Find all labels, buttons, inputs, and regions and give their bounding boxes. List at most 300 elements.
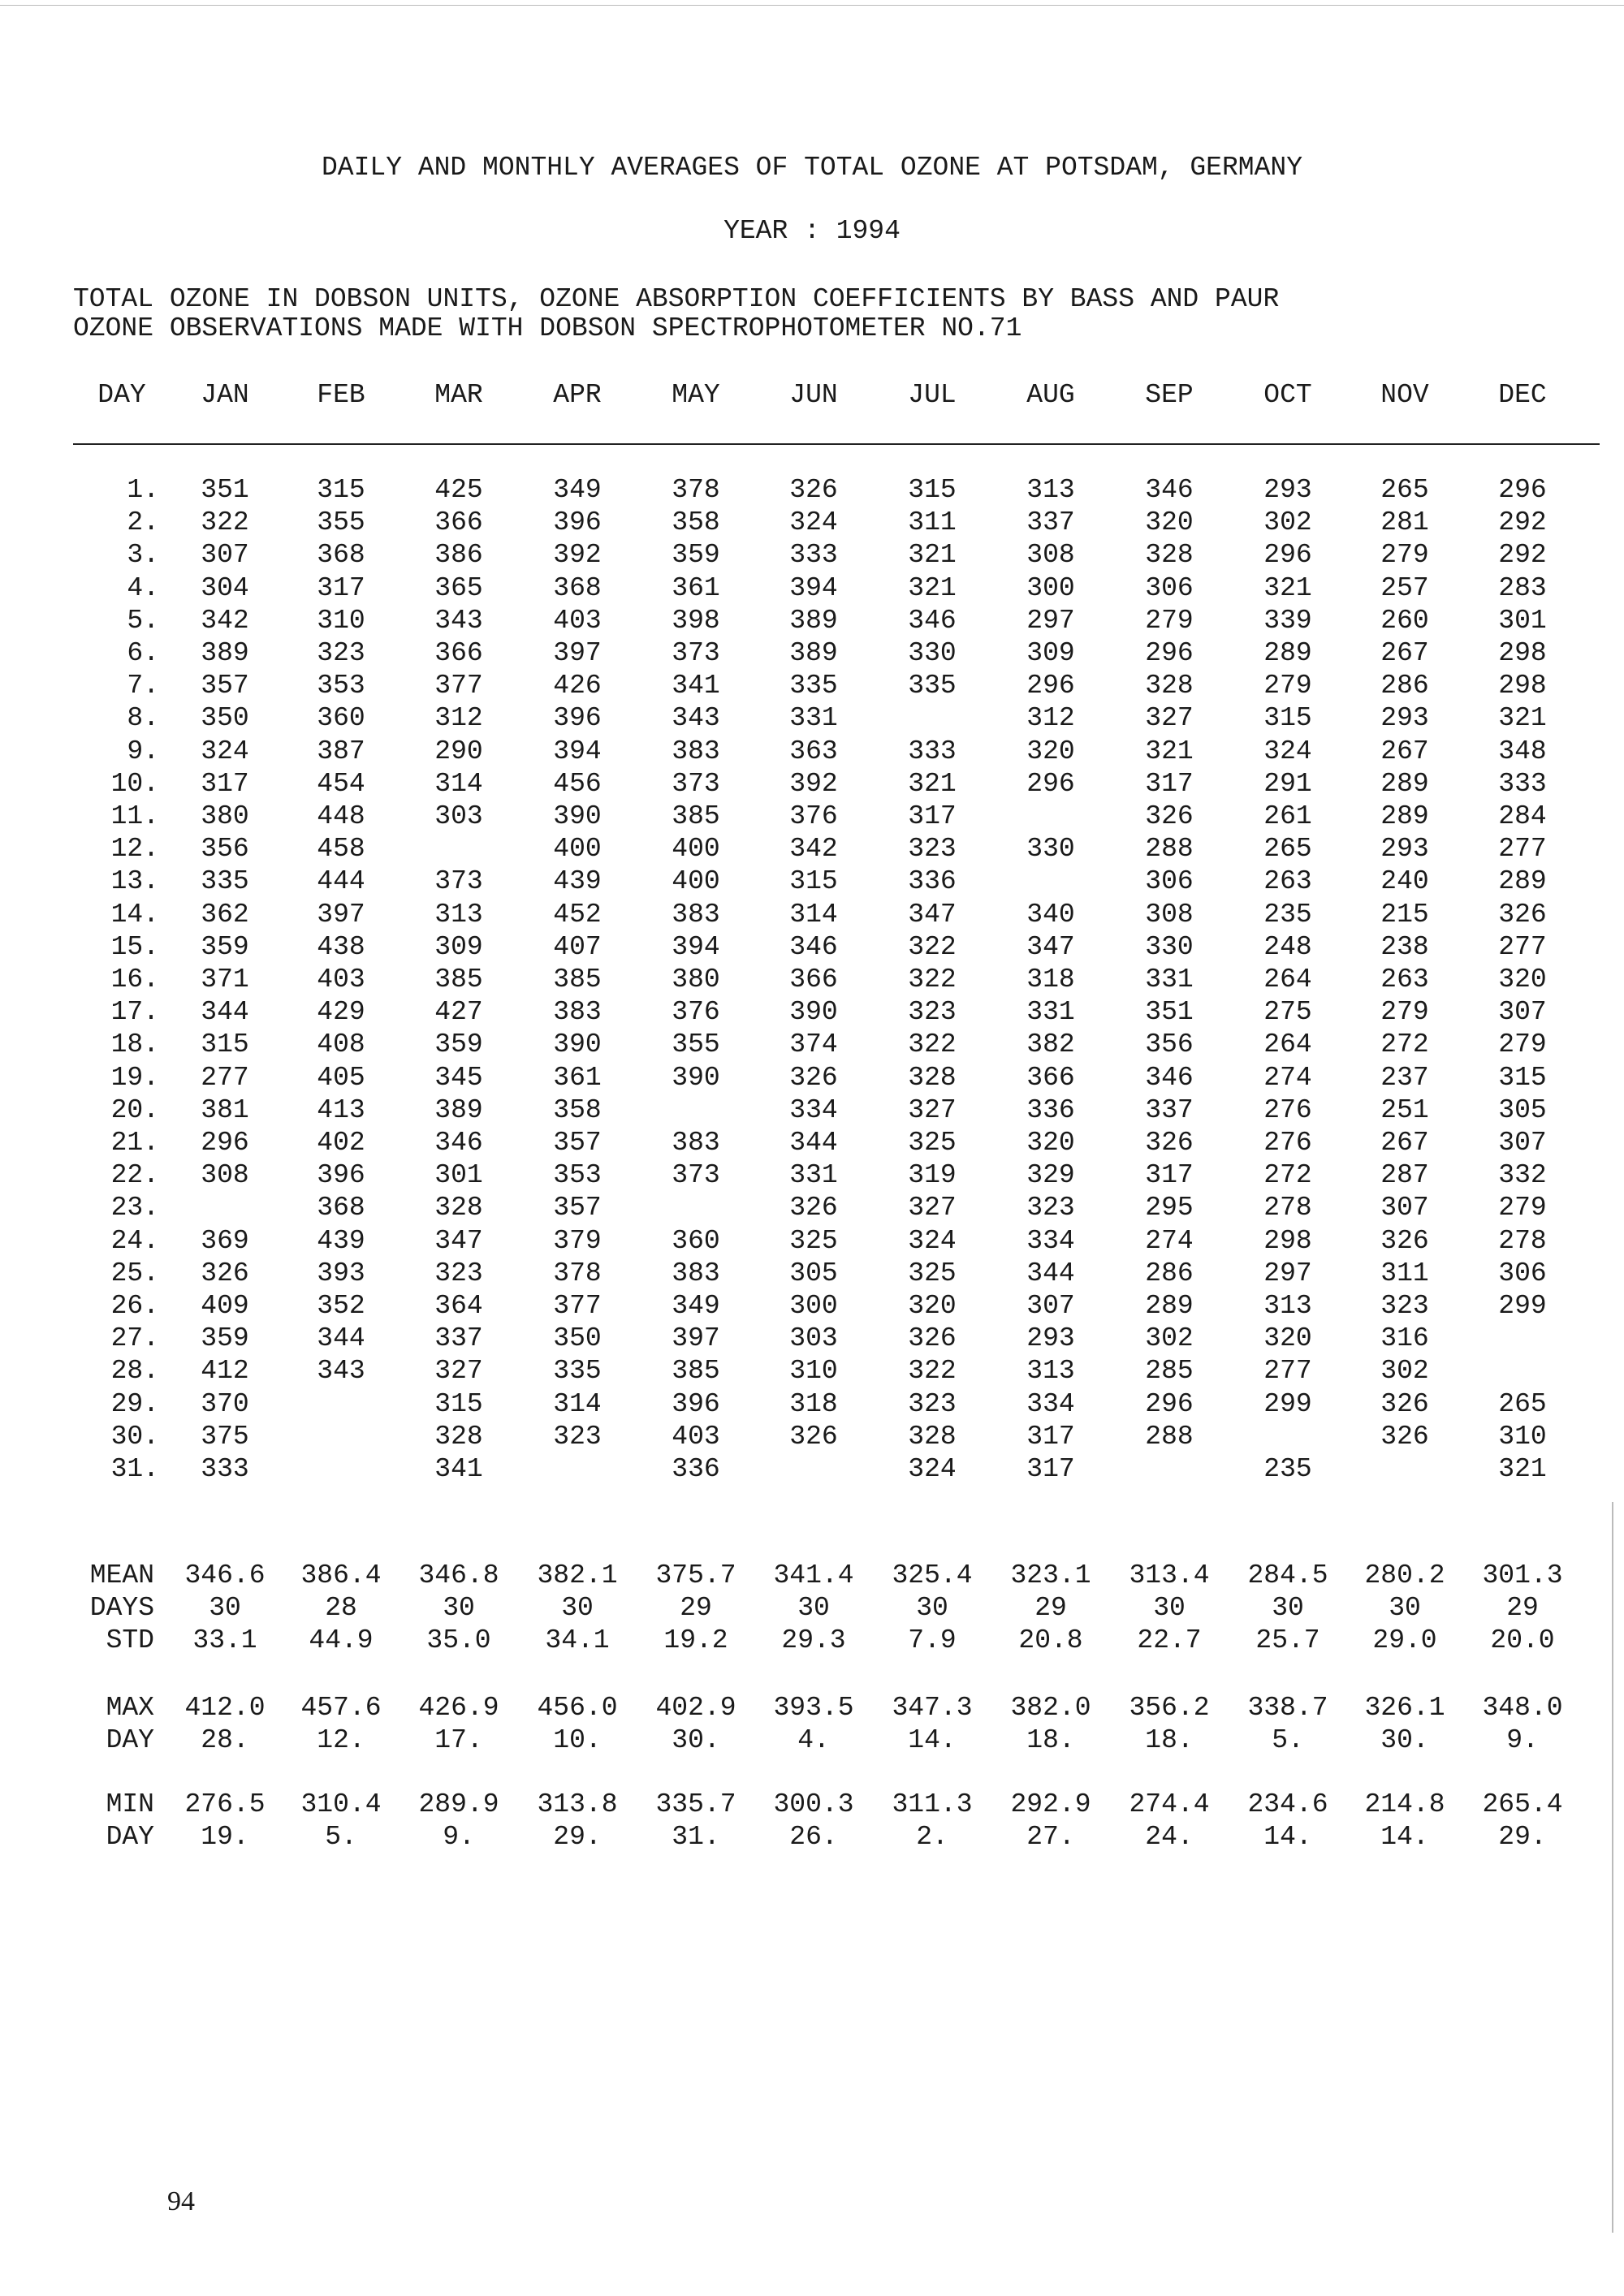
value-cell: 397 bbox=[317, 899, 365, 930]
stats-value: 18. bbox=[1026, 1725, 1075, 1755]
value-cell: 405 bbox=[317, 1062, 365, 1093]
table-row bbox=[0, 1258, 1624, 1291]
value-cell: 361 bbox=[553, 1062, 602, 1093]
value-cell: 298 bbox=[1498, 638, 1547, 668]
value-cell: 288 bbox=[1145, 1421, 1194, 1452]
value-cell: 326 bbox=[201, 1258, 249, 1288]
value-cell: 321 bbox=[1145, 736, 1194, 766]
value-cell: 427 bbox=[434, 997, 483, 1028]
value-cell: 345 bbox=[434, 1062, 483, 1093]
value-cell: 383 bbox=[672, 899, 720, 930]
value-cell: 289 bbox=[1263, 638, 1312, 668]
value-cell: 403 bbox=[553, 605, 602, 636]
value-cell: 366 bbox=[434, 638, 483, 668]
value-cell: 260 bbox=[1380, 605, 1429, 636]
value-cell: 408 bbox=[317, 1029, 365, 1060]
stats-value: 310.4 bbox=[300, 1789, 382, 1819]
stats-value: 2. bbox=[916, 1822, 948, 1852]
day-cell: 10. bbox=[110, 768, 159, 799]
value-cell: 326 bbox=[789, 475, 838, 505]
stats-value: 289.9 bbox=[418, 1789, 499, 1819]
value-cell: 291 bbox=[1263, 768, 1312, 799]
value-cell: 344 bbox=[789, 1128, 838, 1158]
value-cell: 335 bbox=[553, 1356, 602, 1387]
day-cell: 24. bbox=[110, 1225, 159, 1256]
day-cell: 28. bbox=[110, 1356, 159, 1387]
stats-value: 4. bbox=[797, 1725, 830, 1755]
value-cell: 390 bbox=[672, 1062, 720, 1093]
value-cell: 454 bbox=[317, 768, 365, 799]
value-cell: 383 bbox=[672, 1258, 720, 1288]
value-cell: 350 bbox=[553, 1323, 602, 1354]
value-cell: 328 bbox=[908, 1062, 957, 1093]
stats-value: 29.3 bbox=[781, 1625, 846, 1655]
value-cell: 359 bbox=[201, 931, 249, 962]
table-row bbox=[0, 932, 1624, 965]
value-cell: 301 bbox=[1498, 605, 1547, 636]
value-cell: 347 bbox=[434, 1225, 483, 1256]
value-cell: 313 bbox=[1263, 1291, 1312, 1321]
value-cell: 385 bbox=[672, 801, 720, 831]
stats-label: MAX bbox=[106, 1693, 154, 1723]
value-cell: 322 bbox=[201, 507, 249, 538]
header-jul: JUL bbox=[908, 380, 957, 410]
value-cell: 293 bbox=[1263, 475, 1312, 505]
value-cell: 315 bbox=[434, 1388, 483, 1419]
value-cell: 383 bbox=[672, 1128, 720, 1158]
value-cell: 373 bbox=[672, 768, 720, 799]
stats-row-std bbox=[0, 1625, 1624, 1658]
value-cell: 376 bbox=[672, 997, 720, 1028]
table-row bbox=[0, 573, 1624, 606]
value-cell: 397 bbox=[553, 638, 602, 668]
day-cell: 23. bbox=[110, 1193, 159, 1224]
value-cell: 382 bbox=[1026, 1029, 1075, 1060]
value-cell: 265 bbox=[1380, 475, 1429, 505]
day-cell: 13. bbox=[110, 866, 159, 897]
value-cell: 265 bbox=[1498, 1388, 1547, 1419]
value-cell: 346 bbox=[789, 931, 838, 962]
value-cell: 333 bbox=[908, 736, 957, 766]
stats-value: 25.7 bbox=[1255, 1625, 1320, 1655]
stats-value: 29 bbox=[680, 1593, 712, 1623]
table-row bbox=[0, 866, 1624, 899]
value-cell: 290 bbox=[434, 736, 483, 766]
stats-value: 214.8 bbox=[1364, 1789, 1445, 1819]
value-cell: 333 bbox=[201, 1454, 249, 1484]
value-cell: 310 bbox=[789, 1356, 838, 1387]
value-cell: 357 bbox=[201, 671, 249, 701]
value-cell: 332 bbox=[1498, 1160, 1547, 1191]
stats-value: 29. bbox=[553, 1822, 602, 1852]
value-cell: 298 bbox=[1498, 671, 1547, 701]
value-cell: 350 bbox=[201, 703, 249, 734]
value-cell: 376 bbox=[789, 801, 838, 831]
value-cell: 386 bbox=[434, 540, 483, 571]
value-cell: 267 bbox=[1380, 736, 1429, 766]
value-cell: 324 bbox=[908, 1454, 957, 1484]
value-cell: 360 bbox=[317, 703, 365, 734]
value-cell: 336 bbox=[672, 1454, 720, 1484]
value-cell: 368 bbox=[317, 1193, 365, 1224]
value-cell: 326 bbox=[908, 1323, 957, 1354]
stats-value: 30 bbox=[1153, 1593, 1186, 1623]
value-cell: 342 bbox=[789, 834, 838, 865]
stats-value: 323.1 bbox=[1010, 1560, 1091, 1590]
value-cell: 389 bbox=[434, 1094, 483, 1125]
value-cell: 378 bbox=[672, 475, 720, 505]
value-cell: 331 bbox=[1026, 997, 1075, 1028]
value-cell: 368 bbox=[553, 572, 602, 603]
value-cell: 296 bbox=[1263, 540, 1312, 571]
stats-value: 300.3 bbox=[773, 1789, 854, 1819]
stats-value: 19. bbox=[201, 1822, 249, 1852]
value-cell: 276 bbox=[1263, 1094, 1312, 1125]
value-cell: 328 bbox=[434, 1193, 483, 1224]
value-cell: 385 bbox=[672, 1356, 720, 1387]
value-cell: 348 bbox=[1498, 736, 1547, 766]
value-cell: 316 bbox=[1380, 1323, 1429, 1354]
value-cell: 309 bbox=[434, 931, 483, 962]
value-cell: 328 bbox=[1145, 671, 1194, 701]
stats-value: 265.4 bbox=[1482, 1789, 1563, 1819]
value-cell: 458 bbox=[317, 834, 365, 865]
stats-value: 234.6 bbox=[1247, 1789, 1328, 1819]
value-cell: 362 bbox=[201, 899, 249, 930]
value-cell: 317 bbox=[908, 801, 957, 831]
value-cell: 322 bbox=[908, 931, 957, 962]
value-cell: 357 bbox=[553, 1193, 602, 1224]
value-cell: 456 bbox=[553, 768, 602, 799]
value-cell: 326 bbox=[1380, 1388, 1429, 1419]
stats-value: 7.9 bbox=[908, 1625, 957, 1655]
value-cell: 314 bbox=[553, 1388, 602, 1419]
value-cell: 314 bbox=[789, 899, 838, 930]
value-cell: 359 bbox=[672, 540, 720, 571]
value-cell: 337 bbox=[1026, 507, 1075, 538]
note-line-1: TOTAL OZONE IN DOBSON UNITS, OZONE ABSORPTION COEFFICIENTS BY BASS AND PAUR bbox=[73, 284, 1280, 314]
value-cell: 394 bbox=[789, 572, 838, 603]
value-cell: 267 bbox=[1380, 638, 1429, 668]
value-cell: 344 bbox=[317, 1323, 365, 1354]
value-cell: 325 bbox=[908, 1128, 957, 1158]
stats-value: 382.0 bbox=[1010, 1693, 1091, 1723]
value-cell: 293 bbox=[1380, 834, 1429, 865]
day-cell: 7. bbox=[127, 671, 159, 701]
value-cell: 320 bbox=[1026, 736, 1075, 766]
value-cell: 299 bbox=[1263, 1388, 1312, 1419]
table-row bbox=[0, 1160, 1624, 1193]
value-cell: 306 bbox=[1145, 866, 1194, 897]
value-cell: 275 bbox=[1263, 997, 1312, 1028]
value-cell: 389 bbox=[201, 638, 249, 668]
value-cell: 302 bbox=[1380, 1356, 1429, 1387]
stats-value: 10. bbox=[553, 1725, 602, 1755]
value-cell: 261 bbox=[1263, 801, 1312, 831]
stats-value: 426.9 bbox=[418, 1693, 499, 1723]
value-cell: 326 bbox=[1380, 1421, 1429, 1452]
value-cell: 312 bbox=[1026, 703, 1075, 734]
value-cell: 301 bbox=[434, 1160, 483, 1191]
value-cell: 315 bbox=[1263, 703, 1312, 734]
header-jun: JUN bbox=[789, 380, 838, 410]
value-cell: 296 bbox=[1145, 638, 1194, 668]
value-cell: 308 bbox=[201, 1160, 249, 1191]
value-cell: 321 bbox=[908, 540, 957, 571]
table-row bbox=[0, 1095, 1624, 1128]
table-row bbox=[0, 834, 1624, 866]
value-cell: 393 bbox=[317, 1258, 365, 1288]
table-row bbox=[0, 900, 1624, 932]
value-cell: 296 bbox=[1026, 671, 1075, 701]
value-cell: 235 bbox=[1263, 899, 1312, 930]
value-cell: 297 bbox=[1026, 605, 1075, 636]
value-cell: 412 bbox=[201, 1356, 249, 1387]
value-cell: 305 bbox=[1498, 1094, 1547, 1125]
stats-value: 27. bbox=[1026, 1822, 1075, 1852]
value-cell: 334 bbox=[789, 1094, 838, 1125]
stats-value: 280.2 bbox=[1364, 1560, 1445, 1590]
value-cell: 368 bbox=[317, 540, 365, 571]
value-cell: 285 bbox=[1145, 1356, 1194, 1387]
header-day: DAY bbox=[97, 380, 146, 410]
header-oct: OCT bbox=[1263, 380, 1312, 410]
value-cell: 292 bbox=[1498, 507, 1547, 538]
value-cell: 392 bbox=[789, 768, 838, 799]
header-nov: NOV bbox=[1380, 380, 1429, 410]
stats-value: 30 bbox=[561, 1593, 594, 1623]
value-cell: 306 bbox=[1145, 572, 1194, 603]
value-cell: 358 bbox=[553, 1094, 602, 1125]
value-cell: 331 bbox=[789, 703, 838, 734]
value-cell: 385 bbox=[434, 965, 483, 995]
day-cell: 17. bbox=[110, 997, 159, 1028]
stats-value: 276.5 bbox=[184, 1789, 266, 1819]
stats-value: 346.8 bbox=[418, 1560, 499, 1590]
value-cell: 303 bbox=[789, 1323, 838, 1354]
scan-edge-top bbox=[0, 5, 1624, 6]
stats-value: 9. bbox=[443, 1822, 475, 1852]
value-cell: 328 bbox=[434, 1421, 483, 1452]
value-cell: 305 bbox=[789, 1258, 838, 1288]
value-cell: 374 bbox=[789, 1029, 838, 1060]
value-cell: 286 bbox=[1145, 1258, 1194, 1288]
day-cell: 11. bbox=[110, 801, 159, 831]
stats-value: 31. bbox=[672, 1822, 720, 1852]
value-cell: 324 bbox=[201, 736, 249, 766]
value-cell: 326 bbox=[789, 1062, 838, 1093]
value-cell: 438 bbox=[317, 931, 365, 962]
value-cell: 307 bbox=[1498, 1128, 1547, 1158]
value-cell: 331 bbox=[1145, 965, 1194, 995]
value-cell: 341 bbox=[434, 1454, 483, 1484]
value-cell: 385 bbox=[553, 965, 602, 995]
value-cell: 322 bbox=[908, 1356, 957, 1387]
value-cell: 315 bbox=[908, 475, 957, 505]
stats-value: 29 bbox=[1034, 1593, 1067, 1623]
stats-value: 34.1 bbox=[545, 1625, 610, 1655]
value-cell: 342 bbox=[201, 605, 249, 636]
value-cell: 324 bbox=[789, 507, 838, 538]
value-cell: 322 bbox=[908, 965, 957, 995]
value-cell: 317 bbox=[1026, 1421, 1075, 1452]
value-cell: 379 bbox=[553, 1225, 602, 1256]
value-cell: 311 bbox=[908, 507, 957, 538]
value-cell: 357 bbox=[553, 1128, 602, 1158]
value-cell: 323 bbox=[1026, 1193, 1075, 1224]
value-cell: 325 bbox=[789, 1225, 838, 1256]
stats-value: 30. bbox=[1380, 1725, 1429, 1755]
table-row bbox=[0, 801, 1624, 834]
value-cell: 439 bbox=[317, 1225, 365, 1256]
day-cell: 8. bbox=[127, 703, 159, 734]
value-cell: 389 bbox=[789, 605, 838, 636]
value-cell: 279 bbox=[1145, 605, 1194, 636]
value-cell: 351 bbox=[1145, 997, 1194, 1028]
stats-value: 338.7 bbox=[1247, 1693, 1328, 1723]
header-rule bbox=[73, 443, 1600, 445]
value-cell: 326 bbox=[789, 1193, 838, 1224]
value-cell: 326 bbox=[1498, 899, 1547, 930]
stats-value: 325.4 bbox=[892, 1560, 973, 1590]
value-cell: 359 bbox=[434, 1029, 483, 1060]
value-cell: 328 bbox=[908, 1421, 957, 1452]
value-cell: 320 bbox=[908, 1291, 957, 1321]
table-row bbox=[0, 1226, 1624, 1258]
value-cell: 327 bbox=[434, 1356, 483, 1387]
stats-value: 17. bbox=[434, 1725, 483, 1755]
value-cell: 319 bbox=[908, 1160, 957, 1191]
stats-value: 313.4 bbox=[1129, 1560, 1210, 1590]
day-cell: 29. bbox=[110, 1388, 159, 1419]
value-cell: 292 bbox=[1498, 540, 1547, 571]
value-cell: 293 bbox=[1380, 703, 1429, 734]
value-cell: 324 bbox=[1263, 736, 1312, 766]
value-cell: 317 bbox=[1145, 768, 1194, 799]
day-cell: 26. bbox=[110, 1291, 159, 1321]
value-cell: 286 bbox=[1380, 671, 1429, 701]
value-cell: 400 bbox=[672, 834, 720, 865]
value-cell: 274 bbox=[1263, 1062, 1312, 1093]
day-cell: 27. bbox=[110, 1323, 159, 1354]
value-cell: 344 bbox=[1026, 1258, 1075, 1288]
value-cell: 369 bbox=[201, 1225, 249, 1256]
value-cell: 358 bbox=[672, 507, 720, 538]
value-cell: 370 bbox=[201, 1388, 249, 1419]
stats-value: 30 bbox=[916, 1593, 948, 1623]
table-row bbox=[0, 1454, 1624, 1487]
table-row bbox=[0, 475, 1624, 507]
value-cell: 390 bbox=[553, 801, 602, 831]
table-row bbox=[0, 671, 1624, 703]
stats-label: DAY bbox=[106, 1822, 154, 1852]
value-cell: 398 bbox=[672, 605, 720, 636]
value-cell: 407 bbox=[553, 931, 602, 962]
day-cell: 14. bbox=[110, 899, 159, 930]
value-cell: 444 bbox=[317, 866, 365, 897]
stats-label: STD bbox=[106, 1625, 154, 1655]
year-line: YEAR : 1994 bbox=[723, 216, 901, 246]
value-cell: 304 bbox=[201, 572, 249, 603]
day-cell: 4. bbox=[127, 572, 159, 603]
value-cell: 335 bbox=[789, 671, 838, 701]
value-cell: 302 bbox=[1263, 507, 1312, 538]
header-mar: MAR bbox=[434, 380, 483, 410]
value-cell: 323 bbox=[1380, 1291, 1429, 1321]
stats-value: 5. bbox=[325, 1822, 357, 1852]
value-cell: 315 bbox=[317, 475, 365, 505]
value-cell: 323 bbox=[553, 1421, 602, 1452]
day-cell: 9. bbox=[127, 736, 159, 766]
stats-value: 375.7 bbox=[655, 1560, 736, 1590]
value-cell: 328 bbox=[1145, 540, 1194, 571]
value-cell: 315 bbox=[789, 866, 838, 897]
value-cell: 284 bbox=[1498, 801, 1547, 831]
stats-value: 29.0 bbox=[1372, 1625, 1437, 1655]
table-row bbox=[0, 1029, 1624, 1062]
value-cell: 400 bbox=[672, 866, 720, 897]
value-cell: 289 bbox=[1380, 768, 1429, 799]
value-cell: 377 bbox=[553, 1291, 602, 1321]
stats-value: 341.4 bbox=[773, 1560, 854, 1590]
value-cell: 307 bbox=[1380, 1193, 1429, 1224]
day-cell: 30. bbox=[110, 1421, 159, 1452]
stats-value: 35.0 bbox=[426, 1625, 491, 1655]
value-cell: 267 bbox=[1380, 1128, 1429, 1158]
value-cell: 330 bbox=[1145, 931, 1194, 962]
value-cell: 341 bbox=[672, 671, 720, 701]
value-cell: 335 bbox=[201, 866, 249, 897]
value-cell: 339 bbox=[1263, 605, 1312, 636]
value-cell: 403 bbox=[317, 965, 365, 995]
value-cell: 373 bbox=[672, 638, 720, 668]
value-cell: 390 bbox=[789, 997, 838, 1028]
stats-value: 18. bbox=[1145, 1725, 1194, 1755]
stats-value: 9. bbox=[1506, 1725, 1539, 1755]
value-cell: 238 bbox=[1380, 931, 1429, 962]
value-cell: 321 bbox=[908, 572, 957, 603]
table-row bbox=[0, 703, 1624, 736]
value-cell: 293 bbox=[1026, 1323, 1075, 1354]
table-row bbox=[0, 1422, 1624, 1454]
value-cell: 396 bbox=[317, 1160, 365, 1191]
stats-value: 393.5 bbox=[773, 1693, 854, 1723]
stats-value: 356.2 bbox=[1129, 1693, 1210, 1723]
value-cell: 353 bbox=[317, 671, 365, 701]
value-cell: 320 bbox=[1026, 1128, 1075, 1158]
value-cell: 346 bbox=[1145, 1062, 1194, 1093]
value-cell: 326 bbox=[1380, 1225, 1429, 1256]
stats-value: 335.7 bbox=[655, 1789, 736, 1819]
value-cell: 300 bbox=[1026, 572, 1075, 603]
stats-value: 14. bbox=[1263, 1822, 1312, 1852]
stats-value: 14. bbox=[1380, 1822, 1429, 1852]
value-cell: 373 bbox=[434, 866, 483, 897]
table-row bbox=[0, 1193, 1624, 1225]
value-cell: 263 bbox=[1263, 866, 1312, 897]
stats-value: 20.8 bbox=[1018, 1625, 1083, 1655]
table-row bbox=[0, 997, 1624, 1029]
value-cell: 296 bbox=[1026, 768, 1075, 799]
value-cell: 240 bbox=[1380, 866, 1429, 897]
stats-value: 20.0 bbox=[1490, 1625, 1555, 1655]
value-cell: 312 bbox=[434, 703, 483, 734]
stats-row-max bbox=[0, 1693, 1624, 1725]
value-cell: 323 bbox=[908, 834, 957, 865]
value-cell: 303 bbox=[434, 801, 483, 831]
stats-value: 44.9 bbox=[309, 1625, 374, 1655]
value-cell: 279 bbox=[1498, 1193, 1547, 1224]
